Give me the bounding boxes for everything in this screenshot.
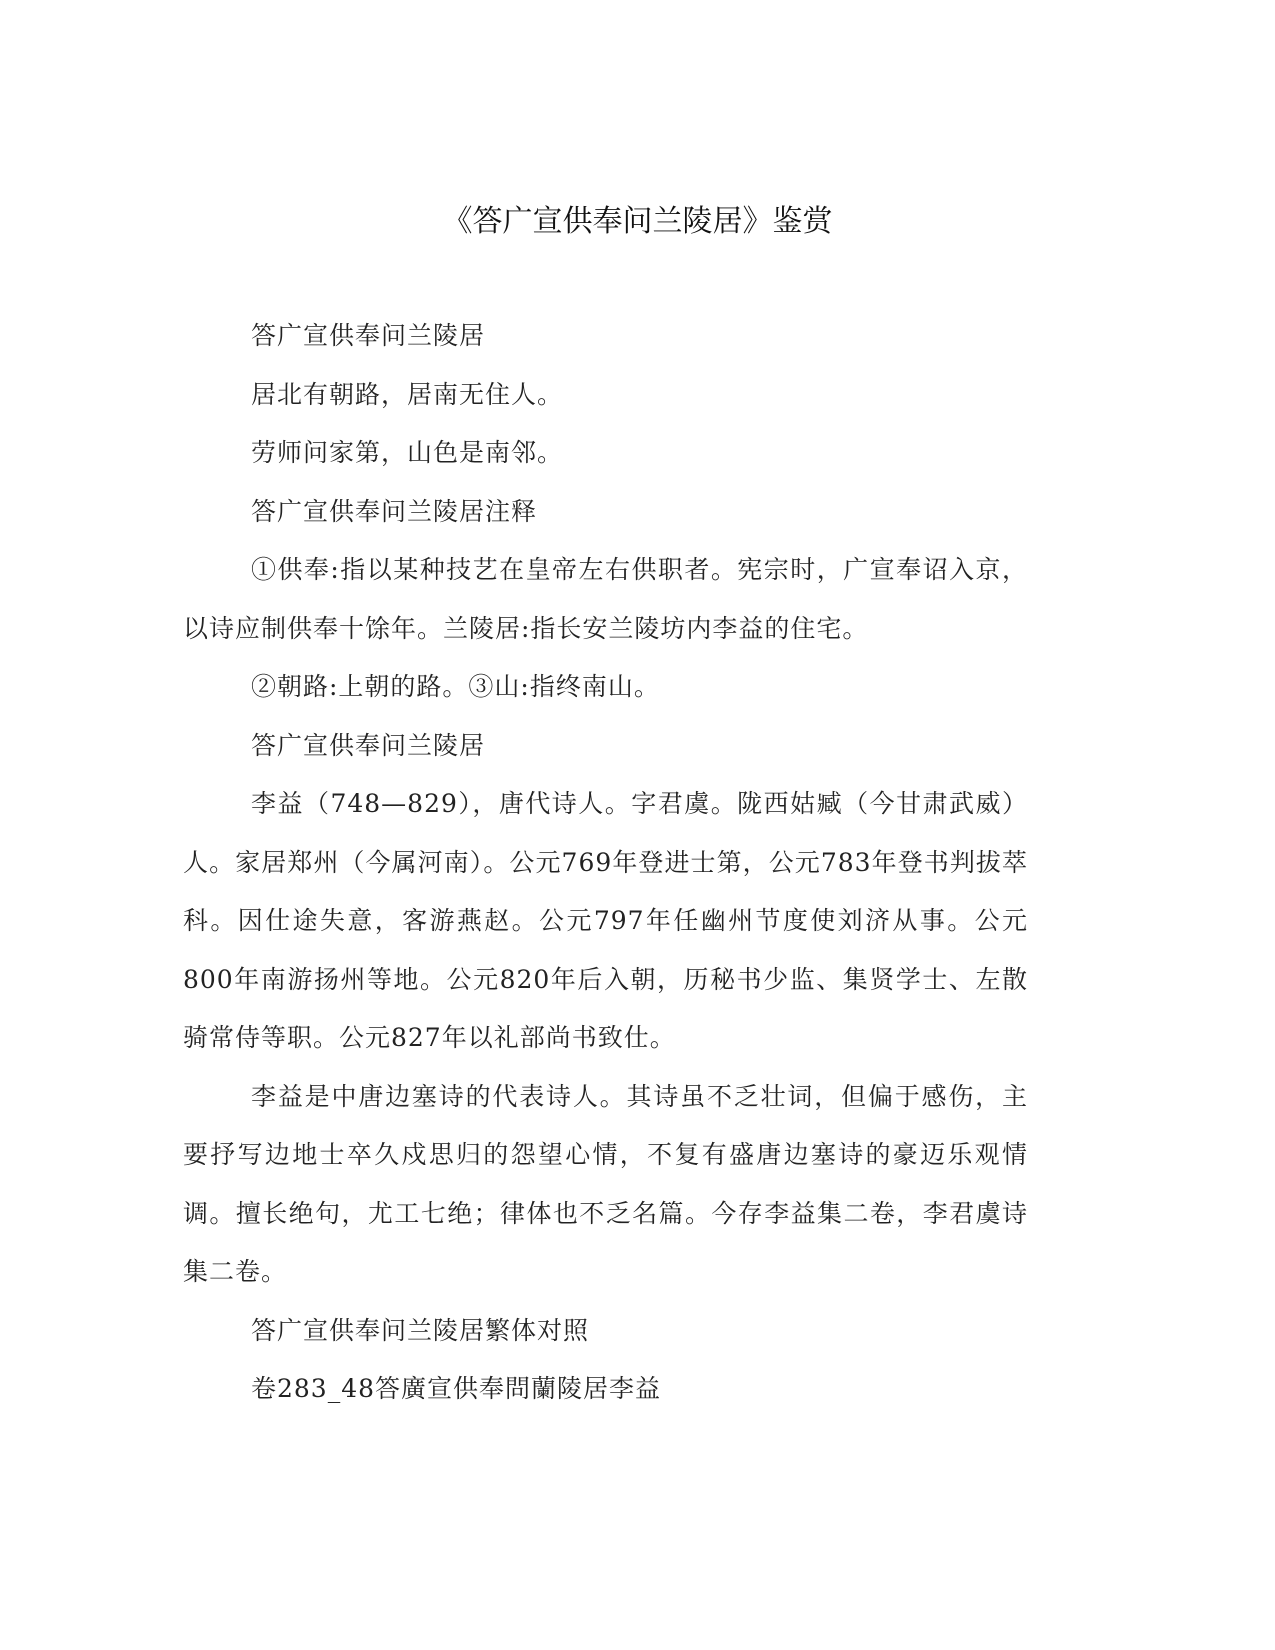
traditional-heading: 答广宣供奉问兰陵居繁体对照 xyxy=(251,1315,590,1345)
poem-line: 居北有朝路，居南无住人。 xyxy=(251,379,564,409)
document-body xyxy=(183,307,1028,1419)
annotation-paragraph: ①供奉:指以某种技艺在皇帝左右供职者。宪宗时，广宣奉诏入京，以诗应制供奉十馀年。兰陵居:指长安兰陵坊内李益的住宅。 xyxy=(183,555,1028,643)
poem-heading: 答广宣供奉问兰陵居 xyxy=(251,321,486,350)
document-title: 《答广宣供奉问兰陵居》鉴赏 xyxy=(442,204,833,239)
author-bio-paragraph: 李益（748—829），唐代诗人。字君虞。陇西姑臧（今甘肃武威）人。家居郑州（今属河南）。公元769年登进士第，公元783年登书判拔萃科。因仕途失意，客游燕赵。公元797年任幽州节度使刘济从事。公元800年南游扬州等地。公元820年后入朝，历秘书少监、集贤学士、左散骑常侍等职。公元827年以礼部尚书致仕。 xyxy=(183,789,1028,1052)
annotation-heading: 答广宣供奉问兰陵居注释 xyxy=(251,496,538,526)
author-style-paragraph: 李益是中唐边塞诗的代表诗人。其诗虽不乏壮词，但偏于感伤，主要抒写边地士卒久戍思归的怨望心情，不复有盛唐边塞诗的豪迈乐观情调。擅长绝句，尤工七绝；律体也不乏名篇。今存李益集二卷，李君虞诗集二卷。 xyxy=(183,1081,1028,1286)
traditional-line: 卷283_48答廣宣供奉問蘭陵居李益 xyxy=(251,1374,662,1403)
author-heading: 答广宣供奉问兰陵居 xyxy=(251,730,486,760)
annotation-paragraph: ②朝路:上朝的路。③山:指终南山。 xyxy=(251,672,660,701)
poem-line: 劳师问家第，山色是南邻。 xyxy=(251,438,564,467)
